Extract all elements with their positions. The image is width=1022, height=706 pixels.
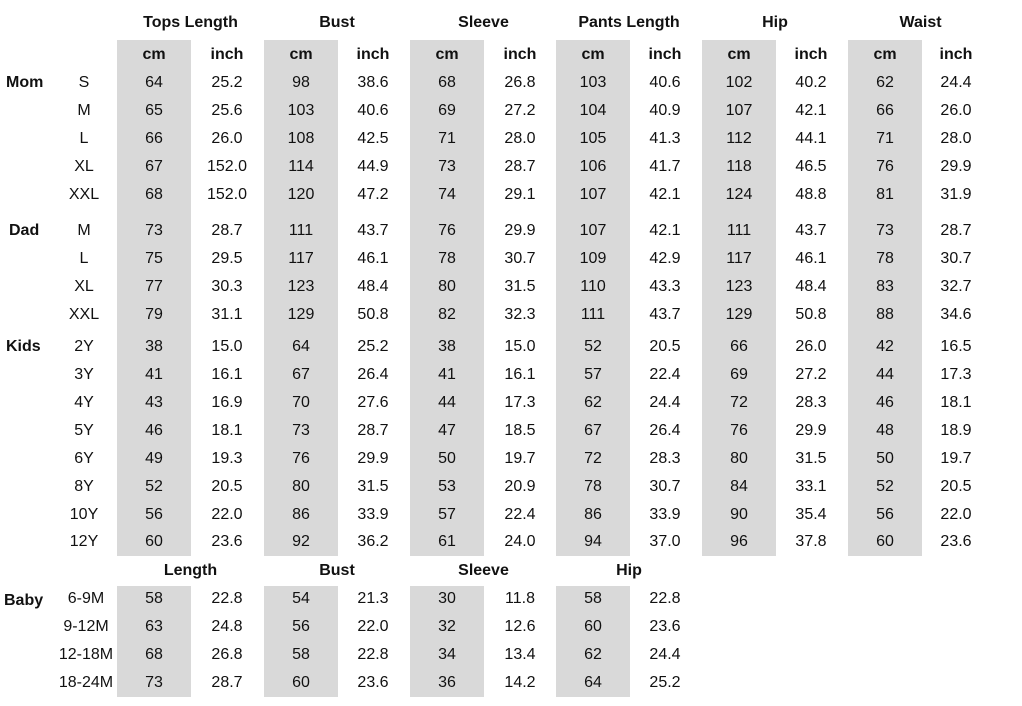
table-cell: 66	[145, 130, 163, 147]
table-cell: 117	[288, 250, 314, 267]
column-header: Hip	[762, 14, 788, 31]
baby-table-cell: 64	[584, 674, 602, 691]
table-cell: 112	[726, 130, 752, 147]
table-cell: 68	[438, 74, 456, 91]
table-cell: 117	[726, 250, 752, 267]
table-cell: 52	[145, 478, 163, 495]
table-cell: 49	[145, 450, 163, 467]
table-cell: 80	[292, 478, 310, 495]
baby-column-header: Length	[163, 562, 218, 579]
table-cell: 103	[579, 74, 607, 91]
size-label: S	[78, 74, 90, 91]
table-cell: 28.7	[504, 158, 536, 175]
table-cell: 78	[876, 250, 894, 267]
table-cell: 29.5	[211, 250, 243, 267]
table-cell: 43.7	[649, 306, 681, 323]
size-label: 8Y	[74, 478, 94, 495]
table-cell: 83	[876, 278, 894, 295]
baby-table-cell: 22.0	[357, 618, 389, 635]
table-cell: 33.9	[649, 506, 681, 523]
group-label: Dad	[9, 222, 40, 239]
unit-header-cm: cm	[873, 46, 897, 63]
table-cell: 69	[438, 102, 456, 119]
table-cell: 30.7	[940, 250, 972, 267]
baby-table-cell: 32	[438, 618, 456, 635]
baby-table-cell: 62	[584, 646, 602, 663]
table-cell: 46.1	[795, 250, 827, 267]
size-label: 6Y	[74, 450, 94, 467]
table-cell: 28.0	[940, 130, 972, 147]
table-cell: 124	[725, 186, 753, 203]
table-cell: 18.9	[940, 422, 972, 439]
table-cell: 110	[580, 278, 606, 295]
table-cell: 80	[438, 278, 456, 295]
baby-table-cell: 73	[145, 674, 163, 691]
size-label: 2Y	[74, 338, 94, 355]
table-cell: 33.9	[357, 506, 389, 523]
table-cell: 57	[438, 506, 456, 523]
table-cell: 24.0	[504, 533, 536, 550]
unit-header-inch: inch	[503, 46, 537, 63]
unit-header-cm: cm	[142, 46, 166, 63]
table-cell: 38	[145, 338, 163, 355]
table-cell: 26.0	[940, 102, 972, 119]
table-cell: 38.6	[357, 74, 389, 91]
baby-table-cell: 58	[584, 590, 602, 607]
table-cell: 60	[145, 533, 163, 550]
table-cell: 31.9	[940, 186, 972, 203]
table-cell: 47	[438, 422, 456, 439]
table-cell: 28.7	[211, 222, 243, 239]
table-cell: 43.7	[795, 222, 827, 239]
table-cell: 20.5	[649, 338, 681, 355]
table-cell: 76	[292, 450, 310, 467]
baby-table-cell: 56	[292, 618, 310, 635]
table-cell: 73	[145, 222, 163, 239]
table-cell: 71	[876, 130, 894, 147]
table-cell: 26.8	[504, 74, 536, 91]
table-cell: 28.0	[504, 130, 536, 147]
table-cell: 103	[287, 102, 315, 119]
table-cell: 33.1	[795, 478, 827, 495]
group-label: Baby	[4, 592, 44, 609]
baby-column-header: Hip	[616, 562, 642, 579]
table-cell: 20.5	[211, 478, 243, 495]
table-cell: 28.3	[795, 394, 827, 411]
table-cell: 40.6	[649, 74, 681, 91]
table-cell: 27.2	[504, 102, 536, 119]
table-cell: 73	[438, 158, 456, 175]
table-cell: 53	[438, 478, 456, 495]
baby-size-label: 12-18M	[58, 646, 114, 663]
table-cell: 47.2	[357, 186, 389, 203]
unit-header-inch: inch	[794, 46, 828, 63]
table-cell: 28.7	[357, 422, 389, 439]
table-cell: 32.7	[940, 278, 972, 295]
table-cell: 25.2	[357, 338, 389, 355]
group-label: Mom	[6, 74, 44, 91]
size-label: 5Y	[74, 422, 94, 439]
table-cell: 129	[725, 306, 753, 323]
table-cell: 52	[584, 338, 602, 355]
baby-table-cell: 13.4	[504, 646, 536, 663]
table-cell: 105	[579, 130, 607, 147]
table-cell: 48.4	[795, 278, 827, 295]
table-cell: 102	[725, 74, 753, 91]
table-cell: 111	[288, 222, 314, 239]
table-cell: 46.1	[357, 250, 389, 267]
table-cell: 46	[876, 394, 894, 411]
table-cell: 123	[287, 278, 315, 295]
table-cell: 98	[292, 74, 310, 91]
table-cell: 26.4	[357, 366, 389, 383]
baby-table-cell: 28.7	[211, 674, 243, 691]
table-cell: 26.0	[211, 130, 243, 147]
table-cell: 31.5	[795, 450, 827, 467]
table-cell: 30.7	[649, 478, 681, 495]
baby-size-label: 18-24M	[58, 674, 114, 691]
table-cell: 19.7	[504, 450, 536, 467]
size-label: XXL	[68, 306, 100, 323]
table-cell: 152.0	[206, 158, 248, 175]
group-label: Kids	[6, 338, 41, 355]
table-cell: 52	[876, 478, 894, 495]
baby-table-cell: 26.8	[211, 646, 243, 663]
table-cell: 104	[579, 102, 607, 119]
table-cell: 35.4	[795, 506, 827, 523]
table-cell: 41	[145, 366, 163, 383]
table-cell: 43	[145, 394, 163, 411]
unit-header-inch: inch	[939, 46, 973, 63]
table-cell: 40.6	[357, 102, 389, 119]
table-cell: 67	[292, 366, 310, 383]
table-cell: 23.6	[940, 533, 972, 550]
table-cell: 40.2	[795, 74, 827, 91]
table-cell: 56	[876, 506, 894, 523]
table-cell: 76	[438, 222, 456, 239]
table-cell: 120	[287, 186, 315, 203]
table-cell: 20.5	[940, 478, 972, 495]
table-cell: 16.1	[211, 366, 243, 383]
table-cell: 109	[579, 250, 607, 267]
table-cell: 73	[876, 222, 894, 239]
table-cell: 76	[876, 158, 894, 175]
table-cell: 82	[438, 306, 456, 323]
table-cell: 88	[876, 306, 894, 323]
table-cell: 72	[584, 450, 602, 467]
baby-table-cell: 63	[145, 618, 163, 635]
table-cell: 68	[145, 186, 163, 203]
table-cell: 18.1	[940, 394, 972, 411]
table-cell: 44	[876, 366, 894, 383]
baby-table-cell: 21.3	[357, 590, 389, 607]
table-cell: 16.1	[504, 366, 536, 383]
table-cell: 75	[145, 250, 163, 267]
baby-table-cell: 24.8	[211, 618, 243, 635]
column-header: Pants Length	[578, 14, 680, 31]
table-cell: 114	[288, 158, 314, 175]
table-cell: 22.0	[940, 506, 972, 523]
table-cell: 29.9	[357, 450, 389, 467]
unit-header-cm: cm	[581, 46, 605, 63]
table-cell: 27.2	[795, 366, 827, 383]
table-cell: 46	[145, 422, 163, 439]
table-cell: 67	[145, 158, 163, 175]
size-label: XXL	[68, 186, 100, 203]
table-cell: 106	[579, 158, 607, 175]
size-label: 4Y	[74, 394, 94, 411]
unit-header-cm: cm	[289, 46, 313, 63]
table-cell: 86	[584, 506, 602, 523]
baby-table-cell: 54	[292, 590, 310, 607]
table-cell: 84	[730, 478, 748, 495]
baby-table-cell: 60	[292, 674, 310, 691]
table-cell: 22.0	[211, 506, 243, 523]
table-cell: 42.1	[795, 102, 827, 119]
table-cell: 22.4	[649, 366, 681, 383]
table-cell: 57	[584, 366, 602, 383]
table-cell: 36.2	[357, 533, 389, 550]
table-cell: 66	[876, 102, 894, 119]
baby-table-cell: 14.2	[504, 674, 536, 691]
size-label: M	[77, 102, 91, 119]
table-cell: 108	[287, 130, 315, 147]
table-cell: 41.3	[649, 130, 681, 147]
baby-table-cell: 22.8	[649, 590, 681, 607]
table-cell: 107	[579, 186, 607, 203]
table-cell: 111	[726, 222, 752, 239]
table-cell: 69	[730, 366, 748, 383]
table-cell: 71	[438, 130, 456, 147]
table-cell: 62	[876, 74, 894, 91]
table-cell: 77	[145, 278, 163, 295]
table-cell: 25.6	[211, 102, 243, 119]
column-header: Bust	[319, 14, 355, 31]
unit-header-cm: cm	[727, 46, 751, 63]
baby-column-header: Sleeve	[458, 562, 509, 579]
table-cell: 94	[584, 533, 602, 550]
table-cell: 86	[292, 506, 310, 523]
table-cell: 50.8	[795, 306, 827, 323]
table-cell: 18.5	[504, 422, 536, 439]
baby-table-cell: 58	[292, 646, 310, 663]
table-cell: 56	[145, 506, 163, 523]
table-cell: 62	[584, 394, 602, 411]
table-cell: 31.5	[357, 478, 389, 495]
table-cell: 16.5	[940, 338, 972, 355]
table-cell: 111	[580, 306, 606, 323]
baby-table-cell: 23.6	[649, 618, 681, 635]
size-label: 12Y	[69, 533, 99, 550]
table-cell: 90	[730, 506, 748, 523]
baby-size-label: 9-12M	[63, 618, 109, 635]
baby-table-cell: 22.8	[357, 646, 389, 663]
table-cell: 22.4	[504, 506, 536, 523]
size-label: 10Y	[69, 506, 99, 523]
table-cell: 16.9	[211, 394, 243, 411]
baby-table-cell: 30	[438, 590, 456, 607]
table-cell: 25.2	[211, 74, 243, 91]
table-cell: 31.1	[211, 306, 243, 323]
unit-header-inch: inch	[356, 46, 390, 63]
table-cell: 17.3	[940, 366, 972, 383]
table-cell: 76	[730, 422, 748, 439]
table-cell: 19.3	[211, 450, 243, 467]
table-cell: 17.3	[504, 394, 536, 411]
table-cell: 67	[584, 422, 602, 439]
table-cell: 79	[145, 306, 163, 323]
table-cell: 28.7	[940, 222, 972, 239]
table-cell: 32.3	[504, 306, 536, 323]
size-label: L	[79, 130, 89, 147]
table-cell: 107	[725, 102, 753, 119]
table-cell: 15.0	[211, 338, 243, 355]
baby-table-cell: 23.6	[357, 674, 389, 691]
table-cell: 20.9	[504, 478, 536, 495]
table-cell: 24.4	[649, 394, 681, 411]
baby-table-cell: 60	[584, 618, 602, 635]
table-cell: 42.9	[649, 250, 681, 267]
size-label: 3Y	[74, 366, 94, 383]
baby-table-cell: 24.4	[649, 646, 681, 663]
table-cell: 19.7	[940, 450, 972, 467]
table-cell: 72	[730, 394, 748, 411]
table-cell: 40.9	[649, 102, 681, 119]
size-label: M	[77, 222, 91, 239]
table-cell: 43.3	[649, 278, 681, 295]
table-cell: 24.4	[940, 74, 972, 91]
table-cell: 44.9	[357, 158, 389, 175]
table-cell: 70	[292, 394, 310, 411]
table-cell: 27.6	[357, 394, 389, 411]
baby-table-cell: 22.8	[211, 590, 243, 607]
baby-table-cell: 36	[438, 674, 456, 691]
table-cell: 48	[876, 422, 894, 439]
baby-table-cell: 12.6	[504, 618, 536, 635]
table-cell: 96	[730, 533, 748, 550]
table-cell: 152.0	[206, 186, 248, 203]
table-cell: 30.7	[504, 250, 536, 267]
table-cell: 43.7	[357, 222, 389, 239]
table-cell: 18.1	[211, 422, 243, 439]
table-cell: 123	[725, 278, 753, 295]
unit-header-inch: inch	[648, 46, 682, 63]
table-cell: 29.9	[504, 222, 536, 239]
baby-size-label: 6-9M	[67, 590, 105, 607]
table-cell: 44	[438, 394, 456, 411]
table-cell: 37.0	[649, 533, 681, 550]
table-cell: 44.1	[795, 130, 827, 147]
table-cell: 48.4	[357, 278, 389, 295]
table-cell: 41	[438, 366, 456, 383]
table-cell: 31.5	[504, 278, 536, 295]
table-cell: 50	[438, 450, 456, 467]
unit-header-inch: inch	[210, 46, 244, 63]
table-cell: 60	[876, 533, 894, 550]
table-cell: 78	[438, 250, 456, 267]
table-cell: 92	[292, 533, 310, 550]
table-cell: 15.0	[504, 338, 536, 355]
table-cell: 48.8	[795, 186, 827, 203]
table-cell: 34.6	[940, 306, 972, 323]
table-cell: 74	[438, 186, 456, 203]
table-cell: 38	[438, 338, 456, 355]
column-header: Sleeve	[458, 14, 509, 31]
table-cell: 46.5	[795, 158, 827, 175]
table-cell: 50.8	[357, 306, 389, 323]
table-cell: 28.3	[649, 450, 681, 467]
table-cell: 64	[145, 74, 163, 91]
table-cell: 64	[292, 338, 310, 355]
size-label: XL	[74, 278, 94, 295]
baby-table-cell: 25.2	[649, 674, 681, 691]
table-cell: 129	[287, 306, 315, 323]
column-header: Tops Length	[143, 14, 238, 31]
table-cell: 29.9	[795, 422, 827, 439]
table-cell: 41.7	[649, 158, 681, 175]
baby-table-cell: 34	[438, 646, 456, 663]
table-cell: 26.0	[795, 338, 827, 355]
table-cell: 80	[730, 450, 748, 467]
baby-table-cell: 11.8	[505, 590, 535, 607]
column-header: Waist	[899, 14, 942, 31]
baby-table-cell: 58	[145, 590, 163, 607]
table-cell: 81	[876, 186, 894, 203]
table-cell: 29.1	[504, 186, 536, 203]
unit-header-cm: cm	[435, 46, 459, 63]
table-cell: 118	[726, 158, 752, 175]
table-cell: 26.4	[649, 422, 681, 439]
table-cell: 61	[438, 533, 456, 550]
table-cell: 78	[584, 478, 602, 495]
table-cell: 37.8	[795, 533, 827, 550]
baby-column-header: Bust	[319, 562, 355, 579]
table-cell: 73	[292, 422, 310, 439]
table-cell: 42.1	[649, 222, 681, 239]
table-cell: 42	[876, 338, 894, 355]
table-cell: 30.3	[211, 278, 243, 295]
table-cell: 42.1	[649, 186, 681, 203]
table-cell: 66	[730, 338, 748, 355]
size-label: XL	[74, 158, 94, 175]
table-cell: 65	[145, 102, 163, 119]
size-label: L	[79, 250, 89, 267]
table-cell: 23.6	[211, 533, 243, 550]
table-cell: 50	[876, 450, 894, 467]
table-cell: 42.5	[357, 130, 389, 147]
table-cell: 107	[579, 222, 607, 239]
table-cell: 29.9	[940, 158, 972, 175]
baby-table-cell: 68	[145, 646, 163, 663]
